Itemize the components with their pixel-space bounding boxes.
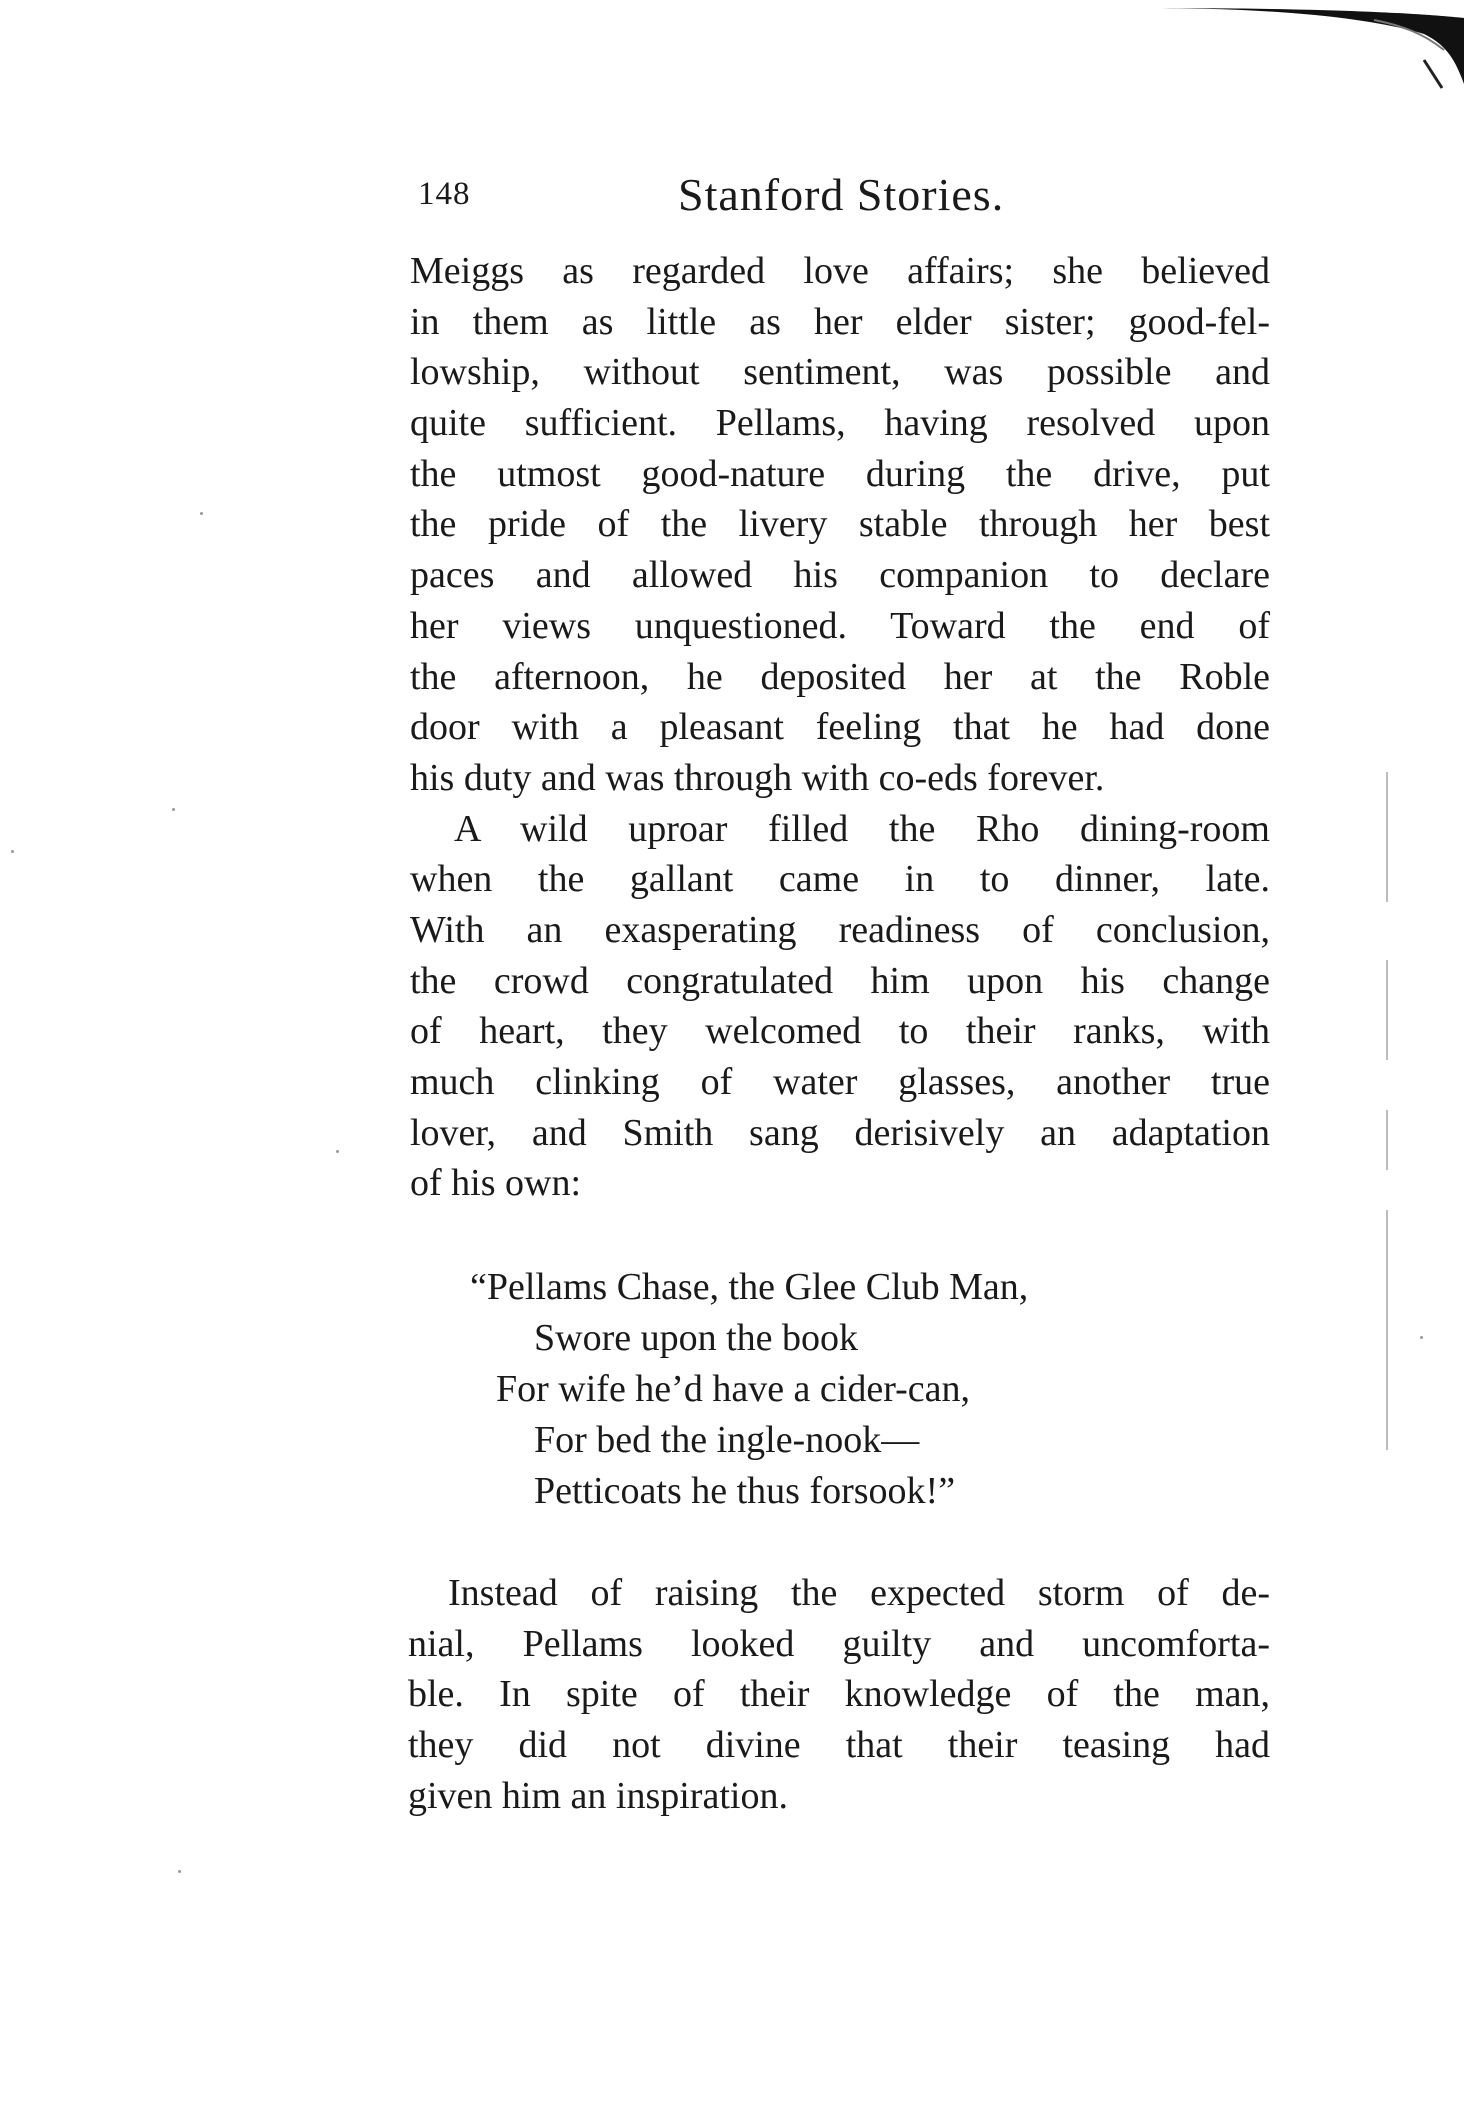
scan-speck	[178, 1870, 181, 1873]
margin-scan-line	[1386, 1210, 1388, 1450]
text-line: nial, Pellams looked guilty and uncomforta-	[408, 1622, 1270, 1665]
text-line: the crowd congratulated him upon his change	[410, 959, 1270, 1002]
text-line: his duty and was through with co-eds forever.	[410, 756, 1105, 799]
page-header	[418, 168, 1058, 220]
text-line: With an exasperating readiness of conclusion,	[410, 908, 1270, 951]
text-line: quite sufficient. Pellams, having resolved upon	[410, 402, 1270, 445]
margin-scan-line	[1386, 960, 1388, 1060]
text-line: door with a pleasant feeling that he had done	[410, 706, 1270, 749]
verse-block	[470, 1262, 1230, 1517]
text-line: paces and allowed his companion to declare	[410, 554, 1270, 597]
scan-speck	[1420, 1336, 1423, 1339]
text-line: they did not divine that their teasing had	[408, 1724, 1270, 1767]
scan-speck	[11, 850, 14, 853]
text-line: Instead of raising the expected storm of de-	[448, 1572, 1270, 1614]
scan-speck	[336, 1150, 339, 1153]
text-line: Meiggs as regarded love affairs; she believed	[410, 250, 1270, 292]
text-line: in them as little as her elder sister; good-fel-	[410, 300, 1270, 343]
text-line: the afternoon, he deposited her at the Roble	[410, 655, 1270, 698]
text-line: her views unquestioned. Toward the end of	[410, 604, 1270, 647]
verse-line: “Pellams Chase, the Glee Club Man,	[470, 1266, 1029, 1308]
text-line: lowship, without sentiment, was possible and	[410, 351, 1270, 394]
margin-scan-line	[1386, 772, 1388, 902]
text-line: the pride of the livery stable through her best	[410, 503, 1270, 546]
verse-line: For wife he’d have a cider-can,	[496, 1368, 970, 1410]
text-line: much clinking of water glasses, another true	[410, 1061, 1270, 1103]
page-corner-shadow	[1124, 0, 1464, 100]
verse-line: Swore upon the book	[534, 1317, 859, 1359]
text-line: when the gallant came in to dinner, late.	[410, 858, 1270, 901]
closing-paragraph	[408, 1568, 1270, 1821]
text-line: lover, and Smith sang derisively an adaptation	[410, 1111, 1270, 1154]
margin-scan-line	[1386, 1110, 1388, 1170]
scan-speck	[172, 808, 175, 811]
text-line: A wild uproar filled the Rho dining-room	[454, 807, 1270, 850]
text-line: of heart, they welcomed to their ranks, with	[410, 1010, 1270, 1053]
running-title: Stanford Stories.	[678, 169, 1005, 220]
scan-speck	[200, 512, 203, 515]
page-number: 148	[418, 176, 471, 212]
verse-line: For bed the ingle-nook—	[534, 1419, 920, 1461]
verse-line: Petticoats he thus forsook!”	[534, 1470, 956, 1512]
text-line: ble. In spite of their knowledge of the man,	[408, 1673, 1270, 1716]
text-line: the utmost good-nature during the drive, put	[410, 452, 1270, 495]
text-line: given him an inspiration.	[408, 1774, 788, 1817]
text-line: of his own:	[410, 1162, 581, 1205]
body-text	[410, 246, 1270, 1209]
